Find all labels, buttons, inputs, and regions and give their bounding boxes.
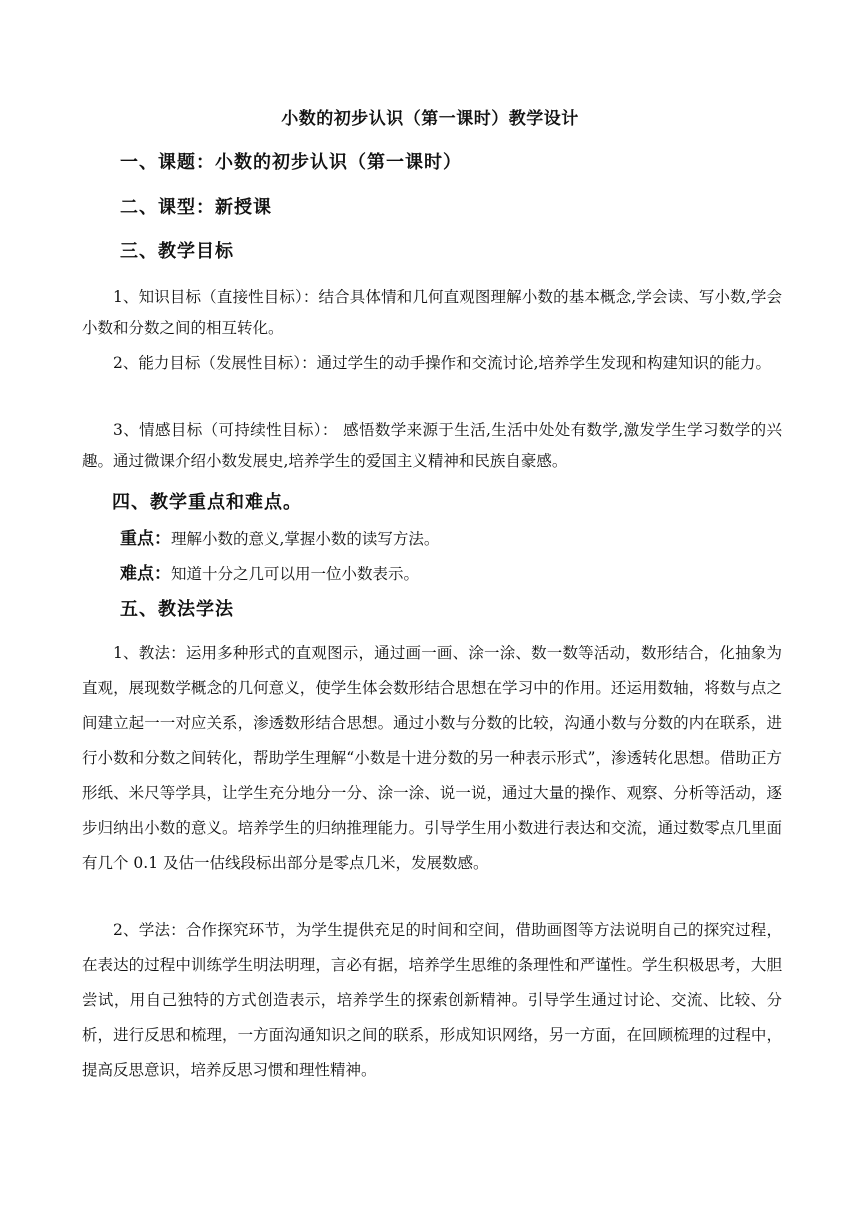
difficulty-text: 知道十分之几可以用一位小数表示。 [171,565,420,583]
key-point-label: 重点： [120,529,171,549]
goal-emotion: 3、情感目标（可持续性目标）： 感悟数学来源于生活,生活中处处有数学,激发学生学习数学的兴趣。通过微课介绍小数发展史,培养学生的爱国主义精神和民族自豪感。 [82,421,782,470]
page-title: 小数的初步认识（第一课时）教学设计 [281,109,579,129]
difficulty-line [120,559,419,584]
section-heading-topic: 一、课题：小数的初步认识（第一课时） [120,152,462,173]
section-heading-key-points: 四、教学重点和难点。 [112,492,302,513]
key-point-text: 理解小数的意义,掌握小数的读写方法。 [171,530,440,548]
key-point-line [120,524,439,549]
goal-knowledge: 1、知识目标（直接性目标）：结合具体情和几何直观图理解小数的基本概念,学会读、写小数,学会小数和分数之间的相互转化。 [82,288,783,337]
section-heading-goals: 三、教学目标 [120,241,234,262]
difficulty-label: 难点： [120,564,171,584]
learning-method-paragraph: 2、学法：合作探究环节，为学生提供充足的时间和空间，借助画图等方法说明自己的探究过程，在表达的过程中训练学生明法明理，言必有据，培养学生思维的条理性和严谨性。学生积极思考，大胆尝试，用自己独特的方式创造表示，培养学生的探索创新精神。引导学生通过讨论、交流、比较、分析，进行反思和梳理，一方面沟通知识之间的联系，形成知识网络，另一方面，在回顾梳理的过程中，提高反思意识，培养反思习惯和理性精神。 [82,921,782,1079]
section-heading-type: 二、课型：新授课 [120,197,272,218]
section-heading-methods: 五、教法学法 [120,599,234,620]
teaching-method-paragraph: 1、教法：运用多种形式的直观图示，通过画一画、涂一涂、数一数等活动，数形结合，化抽象为直观，展现数学概念的几何意义，使学生体会数形结合思想在学习中的作用。还运用数轴，将数与点之间建立起一一对应关系，渗透数形结合思想。通过小数与分数的比较，沟通小数与分数的内在联系，进行小数和分数之间转化，帮助学生理解“小数是十进分数的另一种表示形式”，渗透转化思想。借助正方形纸、米尺等学具，让学生充分地分一分、涂一涂、说一说，通过大量的操作、观察、分析等活动，逐步归纳出小数的意义。培养学生的归纳推理能力。引导学生用小数进行表达和交流，通过数零点几里面有几个 0.1 及估一估线段标出部分是零点几米，发展数感。 [82,644,782,872]
goal-ability: 2、能力目标（发展性目标）：通过学生的动手操作和交流讨论,培养学生发现和构建知识的能力。 [113,354,772,372]
